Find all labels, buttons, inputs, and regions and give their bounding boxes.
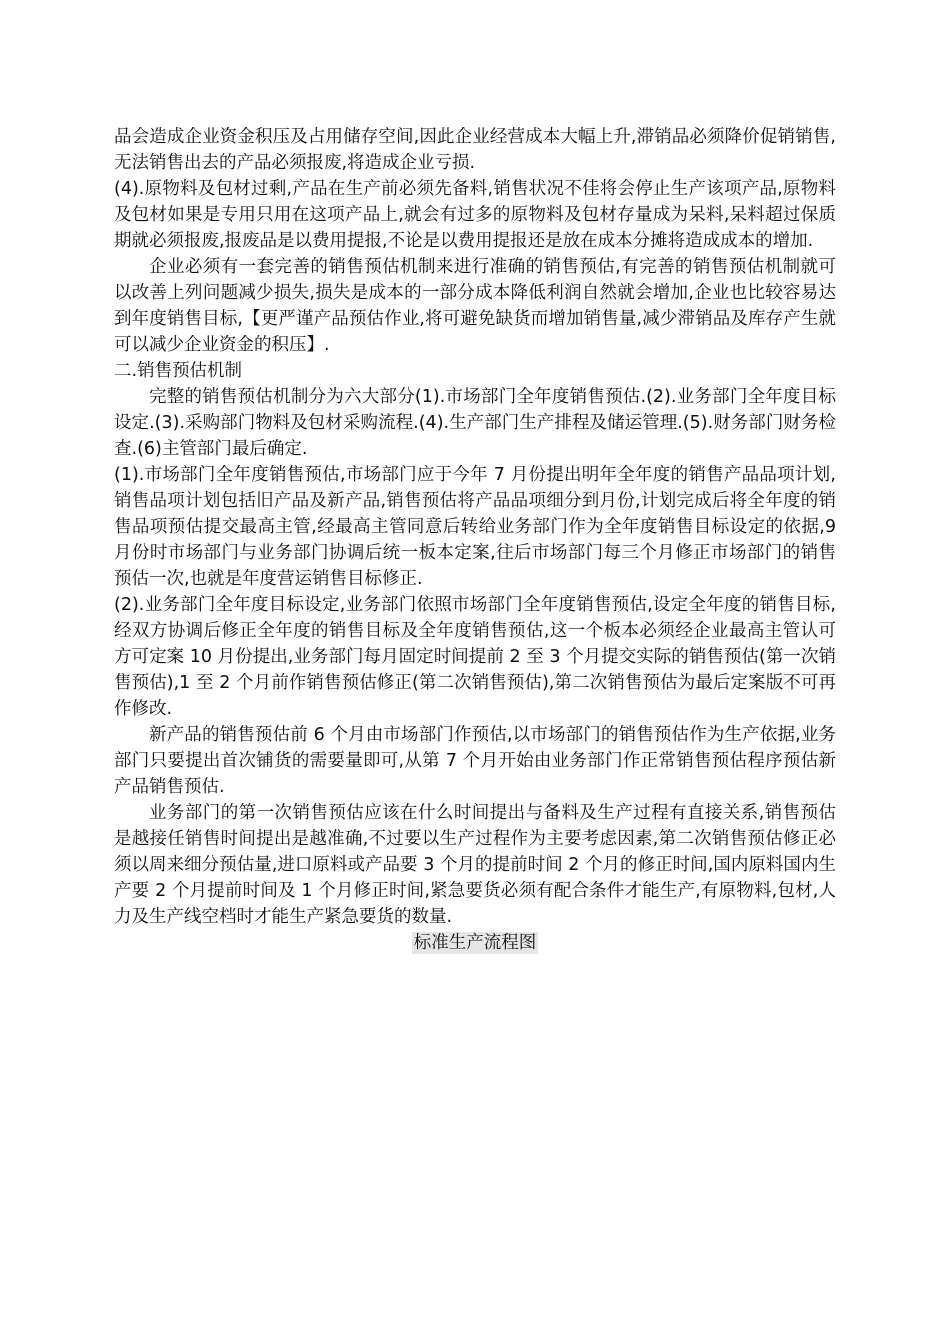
paragraph-market-forecast: (1).市场部门全年度销售预估,市场部门应于今年 7 月份提出明年全年度的销售产品品项计划,销售品项计划包括旧产品及新产品,销售预估将产品品项细分到月份,计划完成后将全年度的销售品项预估提交最高主管,经最高主管同意后转给业务部门作为全年度销售目标设定的依据,9 月份时市场部门与业务部门协调后统一板本定案,往后市场部门每三个月修正市场部门的销售预估一次,也就是年度营运销售目标修正. — [114, 465, 836, 589]
document-page — [114, 124, 836, 956]
caption-container — [114, 930, 836, 956]
paragraph-new-product-forecast: 新产品的销售预估前 6 个月由市场部门作预估,以市场部门的销售预估作为生产依据,业务部门只要提出首次铺货的需要量即可,从第 7 个月开始由业务部门作正常销售预估程序预估新产品销售预估. — [114, 725, 836, 797]
paragraph-cost-overrun: 品会造成企业资金积压及占用储存空间,因此企业经营成本大幅上升,滞销品必须降价促销销售,无法销售出去的产品必须报废,将造成企业亏损. — [114, 127, 836, 173]
paragraph-six-parts: 完整的销售预估机制分为六大部分(1).市场部门全年度销售预估.(2).业务部门全年度目标设定.(3).采购部门物料及包材采购流程.(4).生产部门生产排程及储运管理.(5).财务部门财务检查.(6)主管部门最后确定. — [114, 387, 836, 459]
paragraph-forecast-mechanism-intro: 企业必须有一套完善的销售预估机制来进行准确的销售预估,有完善的销售预估机制就可以改善上列问题减少损失,损失是成本的一部分成本降低利润自然就会增加,企业也比较容易达到年度销售目标,【更严谨产品预估作业,将可避免缺货而增加销售量,减少滞销品及库存产生就可以减少企业资金的积压】. — [114, 257, 836, 355]
paragraph-sales-target: (2).业务部门全年度目标设定,业务部门依照市场部门全年度销售预估,设定全年度的销售目标,经双方协调后修正全年度的销售目标及全年度销售预估,这一个板本必须经企业最高主管认可方可定案 10 月份提出,业务部门每月固定时间提前 2 至 3 个月提交实际的销售预估(第一次销售预估),1 至 2 个月前作销售预估修正(第二次销售预估),第二次销售预估为最后定案版不可再作修改. — [114, 595, 836, 719]
paragraph-first-forecast-timing: 业务部门的第一次销售预估应该在什么时间提出与备料及生产过程有直接关系,销售预估是越接任销售时间提出是越准确,不过要以生产过程作为主要考虑因素,第二次销售预估修正必须以周来细分预估量,进口原料或产品要 3 个月的提前时间 2 个月的修正时间,国内原料国内生产要 2 个月提前时间及 1 个月修正时间,紧急要货必须有配合条件才能生产,有原物料,包材,人力及生产线空档时才能生产紧急要货的数量. — [114, 803, 836, 927]
section-heading-forecast-mechanism: 二.销售预估机制 — [114, 361, 243, 381]
figure-caption: 标准生产流程图 — [413, 933, 537, 953]
paragraph-material-surplus: (4).原物料及包材过剩,产品在生产前必须先备料,销售状况不佳将会停止生产该项产品,原物料及包材如果是专用只用在这项产品上,就会有过多的原物料及包材存量成为呆料,呆料超过保质期就必须报废,报废品是以费用提报,不论是以费用提报还是放在成本分摊将造成成本的增加. — [114, 179, 836, 251]
